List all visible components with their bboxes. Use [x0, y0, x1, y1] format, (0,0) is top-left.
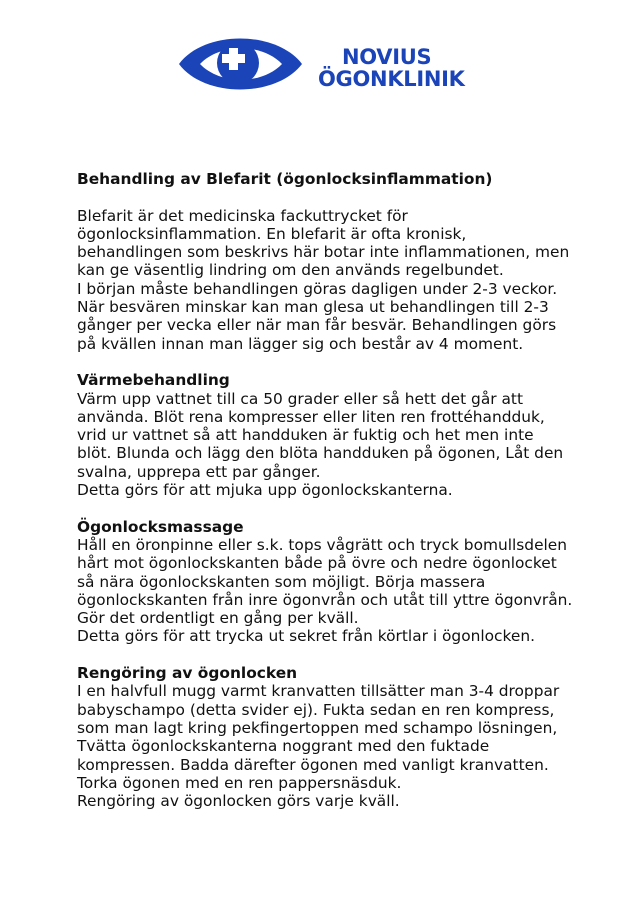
section-line: Värm upp vattnet till ca 50 grader eller så hett det går att	[77, 389, 523, 408]
clinic-logo	[176, 30, 466, 98]
document-body	[77, 170, 577, 810]
eye-with-cross-icon	[176, 30, 306, 98]
intro-paragraph	[77, 207, 577, 353]
section-line: babyschampo (detta svider ej). Fukta sedan en ren kompress,	[77, 700, 555, 719]
intro-line: När besvären minskar kan man glesa ut behandlingen till 2-3	[77, 298, 549, 317]
section-line: Tvätta ögonlockskanterna noggrant med den fuktade	[77, 737, 490, 756]
intro-line: gånger per vecka eller när man får besvär. Behandlingen görs	[77, 316, 557, 335]
section-line: Torka ögonen med en ren pappersnäsduk.	[77, 773, 402, 792]
intro-line: ögonlocksinflammation. En blefarit är ofta kronisk,	[77, 224, 467, 243]
section-line: Rengöring av ögonlocken görs varje kväll.	[77, 792, 400, 811]
clinic-name	[318, 46, 465, 90]
section-warming	[77, 371, 577, 499]
intro-line: behandlingen som beskrivs här botar inte inflammationen, men	[77, 243, 570, 262]
section-line: Gör det ordentligt en gång per kväll.	[77, 609, 359, 628]
intro-line: I början måste behandlingen göras dagligen under 2-3 veckor.	[77, 279, 558, 298]
clinic-name-line1: NOVIUS	[342, 45, 432, 69]
section-line: svalna, upprepa ett par gånger.	[77, 462, 321, 481]
section-heading: Ögonlocksmassage	[77, 517, 244, 536]
section-line: Detta görs för att trycka ut sekret från körtlar i ögonlocken.	[77, 627, 535, 646]
section-line: blöt. Blunda och lägg den blöta handduken på ögonen, Låt den	[77, 444, 564, 463]
clinic-name-line2: ÖGONKLINIK	[318, 67, 465, 91]
intro-line: Blefarit är det medicinska fackuttrycket för	[77, 206, 408, 225]
section-line: kompressen. Badda därefter ögonen med vanligt kranvatten.	[77, 755, 549, 774]
section-heading: Värmebehandling	[77, 371, 230, 390]
section-line: som man lagt kring pekfingertoppen med schampo lösningen,	[77, 718, 558, 737]
section-line: vrid ur vattnet så att handduken är fuktig och het men inte	[77, 426, 534, 445]
intro-line: på kvällen innan man lägger sig och består av 4 moment.	[77, 334, 524, 353]
section-line: Detta görs för att mjuka upp ögonlockskanterna.	[77, 481, 453, 500]
intro-line: kan ge väsentlig lindring om den används regelbundet.	[77, 261, 504, 280]
section-line: Håll en öronpinne eller s.k. tops vågrätt och tryck bomullsdelen	[77, 535, 568, 554]
section-line: så nära ögonlockskanten som möjligt. Börja massera	[77, 572, 486, 591]
section-line: ögonlockskanten från inre ögonvrån och utåt till yttre ögonvrån.	[77, 590, 573, 609]
section-line: I en halvfull mugg varmt kranvatten tillsätter man 3-4 droppar	[77, 682, 560, 701]
section-eyelid-cleaning	[77, 664, 577, 810]
section-line: använda. Blöt rena kompresser eller liten ren frottéhandduk,	[77, 407, 545, 426]
section-eyelid-massage	[77, 518, 577, 646]
document-title: Behandling av Blefarit (ögonlocksinflammation)	[77, 170, 493, 188]
section-heading: Rengöring av ögonlocken	[77, 664, 298, 683]
section-line: hårt mot ögonlockskanten både på övre och nedre ögonlocket	[77, 554, 557, 573]
